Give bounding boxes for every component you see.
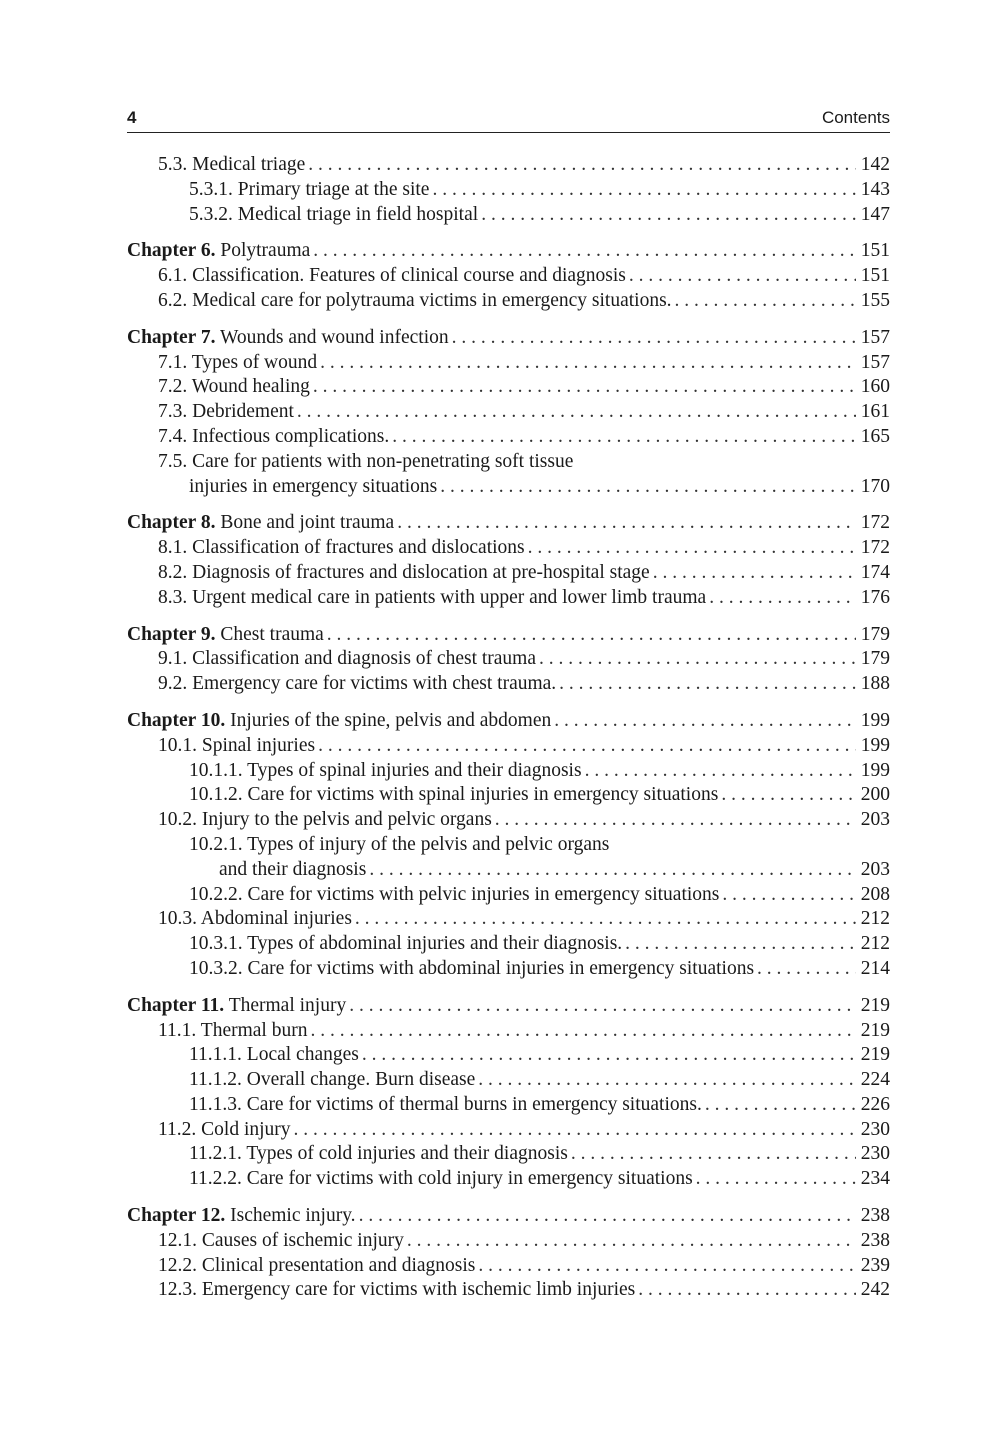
dot-leader [705, 1093, 856, 1118]
toc-entry-label: 7.1. Types of wound [158, 351, 318, 373]
dot-leader [297, 400, 856, 425]
toc-page-number: 165 [860, 425, 890, 447]
toc-page-number: 214 [860, 957, 890, 979]
dot-leader [369, 858, 856, 883]
toc-page-number: 212 [860, 908, 890, 930]
toc-chapter-entry[interactable] [127, 994, 890, 1019]
toc-entry-label: 7.4. Infectious complications. [158, 425, 390, 447]
toc-page-number: 239 [860, 1254, 890, 1276]
dot-leader [362, 1043, 856, 1068]
toc-entry-title [158, 289, 672, 314]
toc-entry-title [189, 759, 582, 784]
toc-entry[interactable] [127, 425, 890, 450]
toc-entry[interactable] [127, 1142, 890, 1167]
toc-page-number: 203 [860, 809, 890, 831]
toc-entry-label: 5.3. Medical triage [158, 154, 306, 175]
toc-page-number: 212 [860, 933, 890, 955]
toc-page-number: 143 [860, 178, 890, 200]
toc-entry-label: 7.2. Wound healing [158, 376, 310, 398]
toc-entry[interactable] [127, 858, 890, 883]
toc-entry-label: 8.1. Classification of fractures and dislocations [158, 537, 525, 559]
toc-entry-title [127, 709, 551, 734]
toc-entry-title [158, 1229, 404, 1254]
toc-entry-label: 10.3.1. Types of abdominal injuries and their diagnosis. [189, 933, 623, 955]
toc-page-number: 230 [860, 1118, 890, 1140]
toc-entry-label: 10.2. Injury to the pelvis and pelvic organs [158, 809, 492, 831]
toc-page-number: 172 [860, 512, 890, 534]
dot-leader [709, 586, 856, 611]
table-of-contents [127, 153, 890, 1303]
toc-entry-label: 12.3. Emergency care for victims with ischemic limb injuries [158, 1279, 636, 1301]
toc-entry-title [189, 178, 429, 203]
toc-chapter-entry[interactable] [127, 1204, 890, 1229]
toc-entry[interactable] [127, 264, 890, 289]
toc-entry[interactable] [127, 808, 890, 833]
dot-leader [625, 932, 856, 957]
toc-entry-label: 10.2.2. Care for victims with pelvic injuries in emergency situations [189, 883, 720, 905]
toc-entry-title [127, 239, 310, 264]
toc-entry-label: 11.1.1. Local changes [189, 1044, 359, 1066]
toc-entry-title [127, 326, 449, 351]
toc-entry-title [158, 561, 650, 586]
toc-entry[interactable] [127, 536, 890, 561]
running-title: Contents [821, 108, 890, 127]
toc-entry[interactable] [127, 178, 890, 203]
dot-leader [349, 994, 856, 1019]
toc-entry-label: Polytrauma [220, 240, 311, 262]
dot-leader [392, 425, 856, 450]
dot-leader [554, 709, 856, 734]
dot-leader [308, 153, 856, 178]
dot-leader [318, 734, 856, 759]
toc-page-number: 200 [860, 784, 890, 806]
toc-page-number: 147 [860, 203, 890, 225]
toc-entry-title [158, 351, 317, 376]
dot-leader [359, 1204, 856, 1229]
toc-entry-label-continued: and their diagnosis [219, 858, 367, 880]
toc-entry[interactable] [127, 1167, 890, 1192]
toc-entry[interactable] [127, 561, 890, 586]
toc-page-number: 203 [860, 858, 890, 880]
chapter-number: Chapter 6. [127, 240, 216, 262]
toc-page-number: 219 [860, 1019, 890, 1041]
toc-entry[interactable] [127, 647, 890, 672]
dot-leader [313, 239, 856, 264]
toc-entry[interactable] [127, 932, 890, 957]
toc-entry-line [127, 833, 890, 858]
toc-page-number: 142 [860, 154, 890, 175]
toc-entry-title [189, 932, 622, 957]
toc-entry-label: 8.3. Urgent medical care in patients with upper and lower limb trauma [158, 586, 707, 608]
dot-leader [294, 1118, 856, 1143]
toc-entry-label: 6.1. Classification. Features of clinical course and diagnosis [158, 265, 626, 287]
toc-entry-title [127, 623, 324, 648]
dot-leader [757, 957, 856, 982]
toc-entry-title [158, 734, 315, 759]
toc-page-number: 199 [860, 709, 890, 731]
toc-page-number: 174 [860, 561, 890, 583]
toc-page-number: 234 [860, 1168, 890, 1190]
toc-entry-title [189, 883, 719, 908]
toc-entry-label: 8.2. Diagnosis of fractures and dislocation at pre-hospital stage [158, 561, 650, 583]
dot-leader [539, 647, 856, 672]
toc-page-number: 219 [860, 1044, 890, 1066]
toc-page-number: 172 [860, 537, 890, 559]
toc-chapter-entry[interactable] [127, 511, 890, 536]
toc-entry-line [127, 450, 890, 475]
toc-page-number: 188 [860, 673, 890, 695]
toc-entry-label: 10.3. Abdominal injuries [158, 908, 352, 930]
toc-entry-label: 11.2.1. Types of cold injuries and their diagnosis [189, 1143, 568, 1165]
toc-entry-label-continued: injuries in emergency situations [189, 475, 438, 497]
toc-page-number: 224 [860, 1069, 890, 1091]
toc-entry-label: 11.1.3. Care for victims of thermal burns in emergency situations. [189, 1093, 702, 1115]
toc-entry-title [158, 647, 536, 672]
toc-entry-title [189, 1068, 475, 1093]
toc-entry-title [158, 536, 525, 561]
toc-chapter-entry[interactable] [127, 326, 890, 351]
toc-entry-title [127, 511, 394, 536]
toc-entry-title [158, 808, 492, 833]
toc-entry-title [158, 425, 389, 450]
dot-leader [559, 672, 856, 697]
toc-entry[interactable] [127, 400, 890, 425]
toc-entry[interactable] [127, 672, 890, 697]
dot-leader [452, 326, 856, 351]
dot-leader [407, 1229, 856, 1254]
toc-entry-label: 10.1.2. Care for victims with spinal injuries in emergency situations [189, 784, 719, 806]
toc-entry-label: Bone and joint trauma [220, 512, 395, 534]
toc-entry-title [158, 153, 305, 178]
dot-leader [696, 1167, 856, 1192]
toc-entry[interactable] [127, 1043, 890, 1068]
toc-entry-title [158, 907, 352, 932]
toc-chapter-entry[interactable] [127, 709, 890, 734]
dot-leader [675, 289, 856, 314]
dot-leader [327, 623, 856, 648]
toc-entry[interactable] [127, 351, 890, 376]
chapter-number: Chapter 12. [127, 1205, 226, 1227]
page-number: 4 [127, 108, 137, 127]
toc-page-number: 179 [860, 623, 890, 645]
dot-leader [481, 203, 856, 228]
toc-entry[interactable] [127, 1068, 890, 1093]
toc-entry-label: 10.1. Spinal injuries [158, 734, 316, 756]
toc-entry[interactable] [127, 734, 890, 759]
toc-entry[interactable] [127, 883, 890, 908]
toc-entry-label: 11.1.2. Overall change. Burn disease [189, 1069, 476, 1091]
toc-entry[interactable] [127, 759, 890, 784]
toc-entry[interactable] [127, 1278, 890, 1303]
toc-page-number: 179 [860, 648, 890, 670]
dot-leader [432, 178, 856, 203]
toc-entry-label: 12.1. Causes of ischemic injury [158, 1229, 404, 1251]
toc-chapter-entry[interactable] [127, 239, 890, 264]
toc-entry-title [189, 957, 754, 982]
toc-entry-label: 10.3.2. Care for victims with abdominal injuries in emergency situations [189, 957, 755, 979]
toc-entry-title [158, 400, 294, 425]
dot-leader [629, 264, 856, 289]
toc-entry-title [189, 1167, 693, 1192]
toc-entry[interactable] [127, 375, 890, 400]
dot-leader [722, 883, 856, 908]
toc-page-number: 238 [860, 1229, 890, 1251]
dot-leader [571, 1142, 856, 1167]
toc-page-number: 176 [860, 586, 890, 608]
toc-page-number: 157 [860, 326, 890, 348]
toc-entry-title [158, 586, 706, 611]
toc-page-number: 199 [860, 734, 890, 756]
running-header [127, 104, 890, 133]
toc-entry-label: 10.1.1. Types of spinal injuries and their diagnosis [189, 759, 582, 781]
toc-entry-label: 10.2.1. Types of injury of the pelvis and pelvic organs [189, 833, 610, 855]
toc-entry-title [158, 672, 556, 697]
toc-entry-label: Chest trauma [220, 623, 324, 645]
toc-entry-title [158, 1019, 307, 1044]
toc-entry[interactable] [127, 289, 890, 314]
toc-entry-label: 11.1. Thermal burn [158, 1019, 308, 1041]
chapter-number: Chapter 8. [127, 512, 216, 534]
toc-page-number: 170 [860, 475, 890, 497]
chapter-number: Chapter 9. [127, 623, 216, 645]
dot-leader [440, 475, 856, 500]
toc-page-number: 208 [860, 883, 890, 905]
toc-entry-label: 5.3.1. Primary triage at the site [189, 178, 430, 200]
toc-page-number: 160 [860, 376, 890, 398]
chapter-number: Chapter 10. [127, 709, 226, 731]
dot-leader [638, 1278, 856, 1303]
toc-chapter-entry[interactable] [127, 623, 890, 648]
toc-entry-title [189, 1093, 702, 1118]
dot-leader [495, 808, 856, 833]
dot-leader [478, 1254, 856, 1279]
toc-entry-title [158, 1254, 475, 1279]
toc-entry[interactable] [127, 907, 890, 932]
toc-entry-title [158, 264, 626, 289]
dot-leader [585, 759, 856, 784]
toc-page-number: 157 [860, 351, 890, 373]
toc-page-number: 199 [860, 759, 890, 781]
toc-entry-title [127, 1204, 356, 1229]
toc-entry-title [189, 1043, 359, 1068]
toc-entry-label: 7.3. Debridement [158, 401, 294, 423]
toc-entry-title [158, 375, 310, 400]
dot-leader [313, 375, 856, 400]
toc-page-number: 242 [860, 1279, 890, 1301]
toc-entry[interactable] [127, 783, 890, 808]
dot-leader [397, 511, 856, 536]
toc-entry-label: 11.2. Cold injury [158, 1118, 291, 1140]
dot-leader [320, 351, 856, 376]
toc-page-number: 219 [860, 994, 890, 1016]
toc-entry-label: 7.5. Care for patients with non-penetrating soft tissue [158, 450, 574, 472]
toc-entry-title [189, 783, 718, 808]
dot-leader [355, 907, 856, 932]
toc-entry-label: 9.1. Classification and diagnosis of chest trauma [158, 648, 537, 670]
toc-page-number: 151 [860, 240, 890, 262]
toc-entry[interactable] [127, 1254, 890, 1279]
toc-entry[interactable] [127, 1118, 890, 1143]
toc-entry[interactable] [127, 203, 890, 228]
toc-entry-label: Wounds and wound infection [220, 326, 449, 348]
toc-page-number: 161 [860, 401, 890, 423]
chapter-number: Chapter 11. [127, 994, 225, 1016]
toc-page-number: 155 [860, 289, 890, 311]
toc-page-number: 151 [860, 265, 890, 287]
dot-leader [721, 783, 856, 808]
dot-leader [310, 1019, 856, 1044]
toc-entry-title [189, 1142, 568, 1167]
toc-entry[interactable] [127, 1229, 890, 1254]
toc-entry-label: 6.2. Medical care for polytrauma victims in emergency situations. [158, 289, 672, 311]
toc-page-number: 226 [860, 1093, 890, 1115]
toc-entry[interactable] [127, 475, 890, 500]
toc-entry[interactable] [127, 957, 890, 982]
chapter-number: Chapter 7. [127, 326, 216, 348]
toc-entry-title [158, 1118, 291, 1143]
toc-entry[interactable] [127, 1093, 890, 1118]
toc-entry-label: Ischemic injury. [230, 1205, 356, 1227]
toc-page-number: 238 [860, 1205, 890, 1227]
toc-entry-label: Injuries of the spine, pelvis and abdomen [230, 709, 552, 731]
toc-entry-label: 11.2.2. Care for victims with cold injury in emergency situations [189, 1168, 693, 1190]
toc-entry-title [158, 1278, 635, 1303]
toc-entry-label: 9.2. Emergency care for victims with chest trauma. [158, 673, 557, 695]
dot-leader [478, 1068, 856, 1093]
dot-leader [528, 536, 856, 561]
toc-entry-label: 12.2. Clinical presentation and diagnosis [158, 1254, 476, 1276]
toc-entry-title [127, 994, 346, 1019]
toc-page-number: 230 [860, 1143, 890, 1165]
toc-entry[interactable] [127, 1019, 890, 1044]
toc-entry[interactable] [127, 586, 890, 611]
toc-entry-title [189, 203, 478, 228]
toc-entry-label: 5.3.2. Medical triage in field hospital [189, 203, 479, 225]
dot-leader [653, 561, 856, 586]
toc-entry[interactable] [127, 153, 890, 178]
toc-entry-label: Thermal injury [228, 994, 347, 1016]
